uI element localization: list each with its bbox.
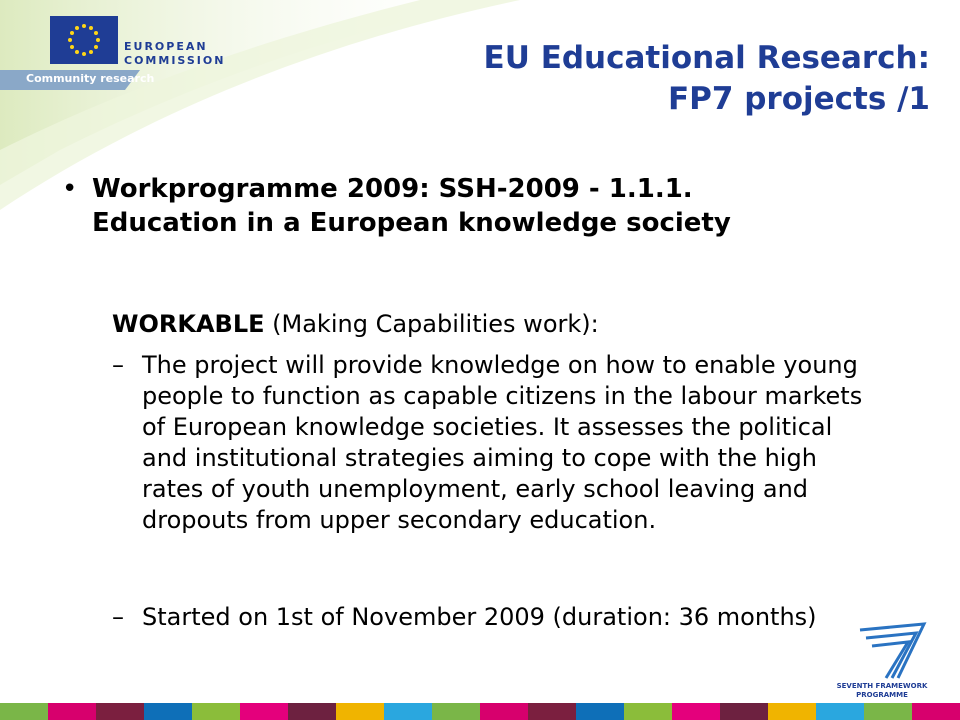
dash-icon: – <box>112 603 124 631</box>
strip-segment <box>576 703 624 720</box>
logo-org-line2: COMMISSION <box>124 54 226 67</box>
strip-segment <box>528 703 576 720</box>
strip-segment <box>192 703 240 720</box>
bullet-icon: • <box>62 174 78 204</box>
strip-segment <box>144 703 192 720</box>
fp7-line-2: PROGRAMME <box>856 691 908 699</box>
strip-segment <box>48 703 96 720</box>
strip-segment <box>96 703 144 720</box>
strip-segment <box>0 703 48 720</box>
strip-segment <box>864 703 912 720</box>
strip-segment <box>288 703 336 720</box>
strip-segment <box>384 703 432 720</box>
strip-segment <box>336 703 384 720</box>
project-start-item <box>112 602 872 633</box>
slide-title <box>484 38 930 120</box>
bullet-text <box>92 172 922 240</box>
strip-segment <box>768 703 816 720</box>
fp7-logo <box>832 620 932 705</box>
main-bullet <box>62 172 922 240</box>
strip-segment <box>624 703 672 720</box>
fp7-seven-icon <box>832 620 932 705</box>
title-line-2: FP7 projects /1 <box>667 81 930 117</box>
bullet-line-1: Workprogramme 2009: SSH-2009 - 1.1.1. <box>92 174 693 204</box>
strip-segment <box>816 703 864 720</box>
title-line-1: EU Educational Research: <box>483 40 930 76</box>
bottom-color-strip <box>0 703 960 720</box>
project-subtitle: (Making Capabilities work): <box>264 310 599 338</box>
bullet-line-2: Education in a European knowledge society <box>92 208 731 238</box>
strip-segment <box>672 703 720 720</box>
fp7-line-1: SEVENTH FRAMEWORK <box>836 682 928 690</box>
strip-segment <box>912 703 960 720</box>
dash-icon: – <box>112 351 124 379</box>
strip-segment <box>480 703 528 720</box>
european-commission-logo <box>26 16 226 86</box>
logo-org-line1: EUROPEAN <box>124 40 208 53</box>
logo-subtitle: Community research <box>26 72 155 85</box>
strip-segment <box>240 703 288 720</box>
project-heading <box>112 308 599 340</box>
logo-org-name <box>124 40 225 68</box>
project-description-text: The project will provide knowledge on how to enable young people to function as capable citizens in the labour markets of European knowledge societies. It assesses the political and institutional strategies aiming to cope with the high rates of youth unemployment, early school leaving and dropouts from upper secondary education. <box>142 351 863 534</box>
project-description-item <box>112 350 872 536</box>
strip-segment <box>432 703 480 720</box>
strip-segment <box>720 703 768 720</box>
eu-flag-icon <box>50 16 118 64</box>
project-start-text: Started on 1st of November 2009 (duration: 36 months) <box>142 603 817 631</box>
project-name: WORKABLE <box>112 310 265 338</box>
